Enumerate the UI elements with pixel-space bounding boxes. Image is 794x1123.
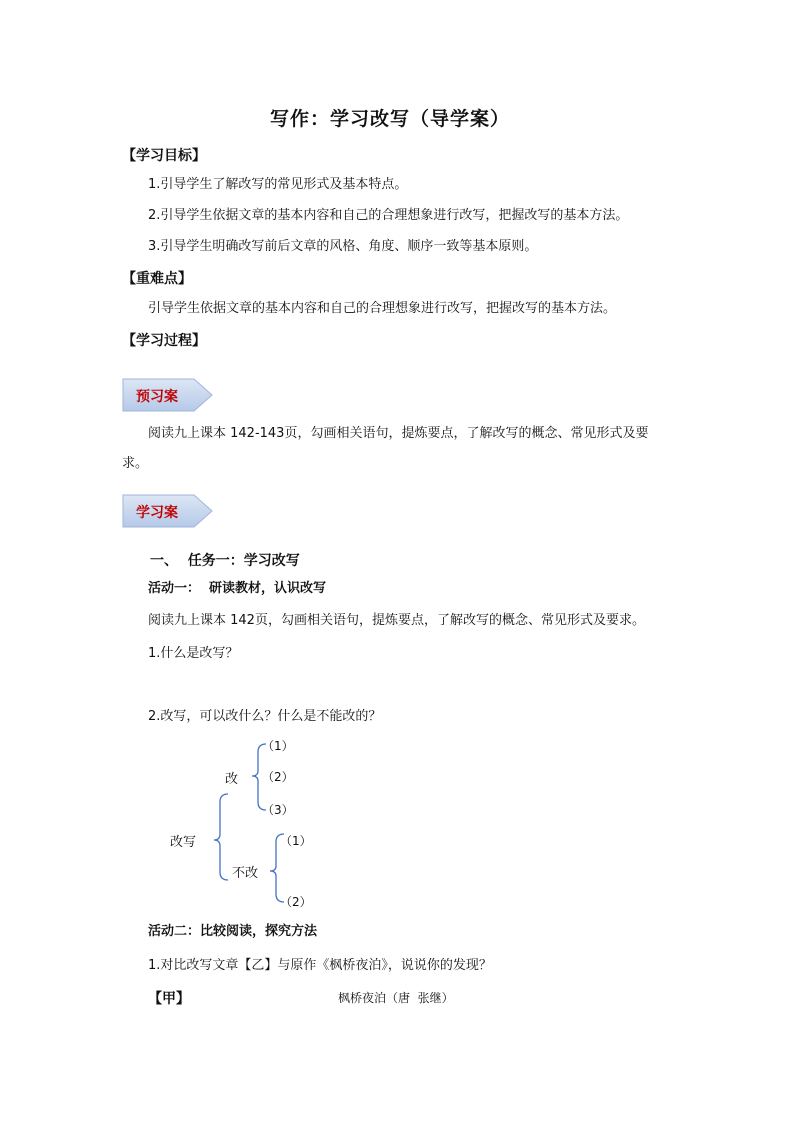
- nochange-item: （1）: [280, 834, 312, 848]
- change-item: （1）: [262, 739, 294, 753]
- diagram-root-label: 改写: [170, 835, 197, 850]
- objective-item: 1.引导学生了解改写的常见形式及基本特点。: [148, 177, 408, 192]
- activity-text: 阅读九上课本 142页，勾画相关语句，提炼要点，了解改写的概念、常见形式及要求。: [148, 613, 645, 628]
- preview-text-cont: 求。: [122, 456, 149, 471]
- objective-item: 3.引导学生明确改写前后文章的风格、角度、顺序一致等基本原则。: [148, 239, 538, 254]
- study-tag: [122, 494, 212, 528]
- preview-text: 阅读九上课本 142-143页，勾画相关语句，提炼要点，了解改写的概念、常见形式及要: [148, 426, 649, 441]
- diagram-change-label: 改: [225, 772, 239, 787]
- diagram-nochange-label: 不改: [232, 866, 259, 881]
- poem-title: 枫桥夜泊（唐 张继）: [338, 991, 454, 1005]
- preview-tag-label: 预习案: [136, 389, 178, 405]
- study-tag-label: 学习案: [136, 505, 178, 521]
- question: 2.改写，可以改什么？什么是不能改的？: [148, 709, 382, 724]
- key-points-heading: 【重难点】: [122, 271, 192, 287]
- change-item: （2）: [262, 770, 294, 784]
- page-title: 写作：学习改写（导学案）: [270, 108, 511, 130]
- brace-root: [214, 794, 228, 880]
- brace-diagram: [200, 738, 320, 918]
- jia-label: 【甲】: [148, 991, 190, 1007]
- process-heading: 【学习过程】: [122, 333, 206, 349]
- task-heading: 一、 任务一：学习改写: [150, 553, 300, 569]
- nochange-item: （2）: [280, 895, 312, 909]
- objectives-heading: 【学习目标】: [122, 148, 206, 164]
- question: 1.什么是改写？: [148, 646, 239, 661]
- objective-item: 2.引导学生依据文章的基本内容和自己的合理想象进行改写，把握改写的基本方法。: [148, 208, 629, 223]
- activity-heading: 活动二：比较阅读，探究方法: [148, 924, 318, 939]
- preview-tag: [122, 378, 212, 412]
- key-points-text: 引导学生依据文章的基本内容和自己的合理想象进行改写，把握改写的基本方法。: [148, 301, 617, 316]
- activity-question: 1.对比改写文章【乙】与原作《枫桥夜泊》，说说你的发现？: [148, 958, 492, 973]
- activity-heading: 活动一： 研读教材，认识改写: [148, 581, 327, 596]
- change-item: （3）: [262, 803, 294, 817]
